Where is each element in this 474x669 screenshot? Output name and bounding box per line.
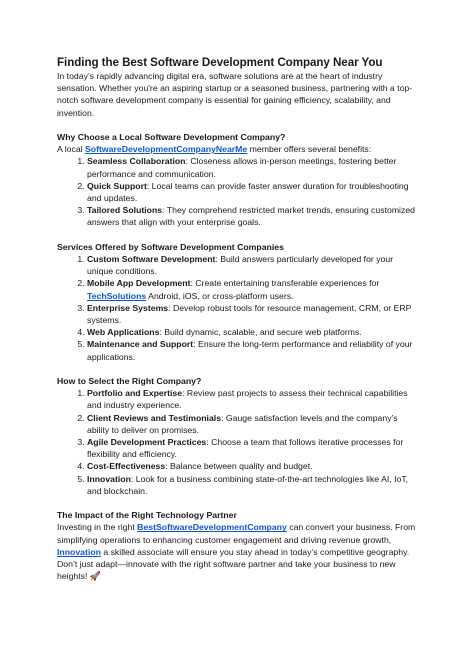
spacer xyxy=(57,119,419,131)
item-text: Android, iOS, or cross-platform users. xyxy=(146,290,294,301)
spacer xyxy=(57,497,419,509)
list-item xyxy=(87,253,419,277)
item-term: Enterprise Systems xyxy=(87,302,169,313)
list-item xyxy=(87,460,419,472)
list-item xyxy=(87,180,419,204)
spacer xyxy=(57,229,419,241)
document-page xyxy=(57,56,419,582)
intro-paragraph: In today’s rapidly advancing digital era, software solutions are at the heart of industry sensation. Whether you're an aspiring startup or a seasoned business, partnering with a top-notch software development company is essential for gaining efficiency, scalability, and invention. xyxy=(57,71,413,118)
services-heading: Services Offered by Software Development Companies xyxy=(57,241,284,252)
software-development-company-near-me-link[interactable]: SoftwareDevelopmentCompanyNearMe xyxy=(85,144,248,155)
list-item xyxy=(87,473,419,497)
closing-paragraph xyxy=(57,558,419,582)
item-text: : Build dynamic, scalable, and secure web platforms. xyxy=(159,327,362,338)
tech-solutions-link[interactable]: TechSolutions xyxy=(87,290,147,301)
closing-text: Don’t just adapt—innovate with the right software partner and take your business to new heights! xyxy=(57,559,396,582)
item-text: : Create entertaining transferable experiences for xyxy=(190,278,380,289)
list-item xyxy=(87,436,419,460)
select-list xyxy=(57,387,419,497)
item-term: Web Applications xyxy=(87,327,160,338)
list-item xyxy=(87,204,419,228)
impact-text: Investing in the right xyxy=(57,522,138,533)
item-text: : Gauge satisfaction levels and the company’s ability to deliver on promises. xyxy=(87,412,398,435)
item-term: Mobile App Development xyxy=(87,278,191,289)
item-text: : Local teams can provide faster answer duration for troubleshooting and updates. xyxy=(87,180,409,204)
item-text: : Look for a business combining state-of-the-art technologies like AI, IoT, and blockchain. xyxy=(87,473,409,496)
item-term: Tailored Solutions xyxy=(87,205,163,216)
services-list xyxy=(57,253,419,363)
list-item xyxy=(87,412,419,436)
select-heading: How to Select the Right Company? xyxy=(57,376,202,387)
item-text: : Review past projects to assess their technical capabilities and industry experience. xyxy=(87,388,408,411)
item-text: : Build answers particularly developed for your unique conditions. xyxy=(87,254,394,277)
impact-heading: The Impact of the Right Technology Partner xyxy=(57,510,237,521)
item-term: Innovation xyxy=(87,473,131,484)
list-item xyxy=(87,326,419,338)
why-list xyxy=(57,155,419,228)
item-text: : Ensure the long-term performance and reliability of your applications. xyxy=(87,339,413,362)
page-title: Finding the Best Software Development Company Near You xyxy=(57,56,383,69)
list-item xyxy=(87,338,419,362)
list-item xyxy=(87,387,419,411)
list-item xyxy=(87,155,419,179)
list-item xyxy=(87,302,419,326)
item-text: : Choose a team that follows iterative processes for flexibility and efficiency. xyxy=(87,437,404,460)
item-text: : Closeness allows in-person meetings, fostering better performance and communication. xyxy=(87,156,397,179)
why-lead-before: A local xyxy=(57,144,86,155)
item-term: Agile Development Practices xyxy=(87,437,207,448)
item-term: Quick Support xyxy=(87,180,147,191)
item-text: : Balance between quality and budget. xyxy=(165,461,313,472)
item-term: Cost-Effectiveness xyxy=(87,461,166,472)
impact-text: a skilled associate will ensure you stay ahead in today’s competitive geography. xyxy=(100,546,410,557)
why-lead-after: member offers several benefits: xyxy=(247,144,372,155)
best-software-development-company-link[interactable]: BestSoftwareDevelopmentCompany xyxy=(137,522,287,533)
item-term: Portfolio and Expertise xyxy=(87,388,183,399)
item-term: Client Reviews and Testimonials xyxy=(87,412,222,423)
impact-text: can convert your business. From simplifying operations to enhancing customer engagement and driving revenue growth, xyxy=(57,522,416,545)
item-term: Maintenance and Support xyxy=(87,339,194,350)
item-term: Custom Software Development xyxy=(87,254,216,265)
list-item xyxy=(87,277,419,301)
innovation-link[interactable]: Innovation xyxy=(57,546,101,557)
rocket-icon: 🚀 xyxy=(89,571,102,582)
item-text: : Develop robust tools for resource management, CRM, or ERP systems. xyxy=(87,302,412,326)
item-text: : They comprehend restricted market trends, ensuring customized answers that align with your enterprise goals. xyxy=(87,205,415,228)
impact-paragraph xyxy=(57,521,419,558)
why-lead xyxy=(57,143,419,155)
why-heading: Why Choose a Local Software Development Company? xyxy=(57,132,286,142)
spacer xyxy=(57,363,419,375)
item-term: Seamless Collaboration xyxy=(87,156,186,167)
